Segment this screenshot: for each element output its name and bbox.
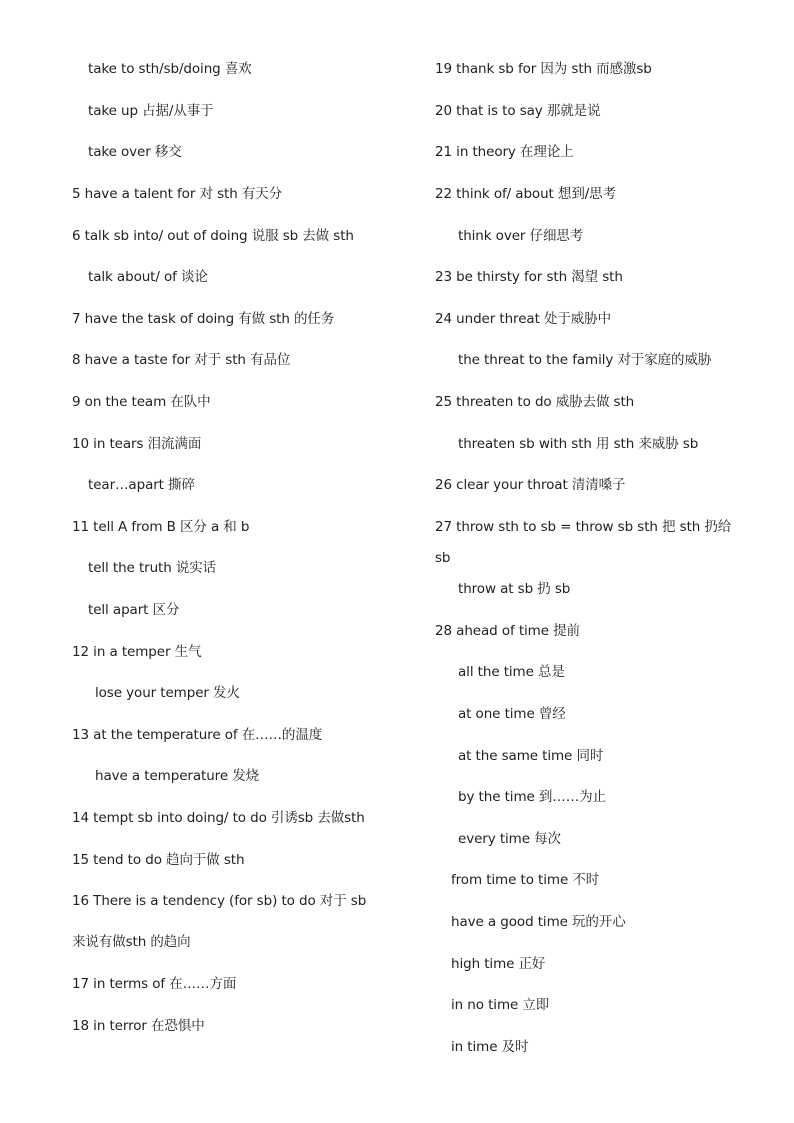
entry-line: every time 每次 bbox=[458, 831, 561, 847]
entry-line: 5 have a talent for 对 sth 有天分 bbox=[72, 186, 283, 202]
entry-line: 14 tempt sb into doing/ to do 引诱sb 去做sth bbox=[72, 810, 365, 826]
entry-line: 24 under threat 处于威胁中 bbox=[435, 311, 611, 327]
entry-line: at the same time 同时 bbox=[458, 748, 604, 764]
entry-line: 22 think of/ about 想到/思考 bbox=[435, 186, 616, 202]
entry-line: in no time 立即 bbox=[451, 997, 550, 1013]
entry-line: 10 in tears 泪流满面 bbox=[72, 436, 202, 452]
entry-line: 17 in terms of 在……方面 bbox=[72, 976, 237, 992]
entry-line: 9 on the team 在队中 bbox=[72, 394, 211, 410]
entry-line: 26 clear your throat 清清嗓子 bbox=[435, 477, 626, 493]
entry-line: 8 have a taste for 对于 sth 有品位 bbox=[72, 352, 291, 368]
entry-line: have a good time 玩的开心 bbox=[451, 914, 626, 930]
entry-line: 11 tell A from B 区分 a 和 b bbox=[72, 519, 250, 535]
entry-line: take over 移交 bbox=[88, 144, 182, 160]
entry-line: lose your temper 发火 bbox=[95, 685, 240, 701]
entry-line: the threat to the family 对于家庭的威胁 bbox=[458, 352, 712, 368]
entry-line: 23 be thirsty for sth 渴望 sth bbox=[435, 269, 623, 285]
entry-line: 18 in terror 在恐惧中 bbox=[72, 1018, 205, 1034]
entry-line: 12 in a temper 生气 bbox=[72, 644, 202, 660]
entry-line: at one time 曾经 bbox=[458, 706, 566, 722]
entry-line: 来说有做sth 的趋向 bbox=[72, 934, 191, 950]
entry-line: think over 仔细思考 bbox=[458, 228, 584, 244]
entry-line: 6 talk sb into/ out of doing 说服 sb 去做 sth bbox=[72, 228, 354, 244]
entry-line: high time 正好 bbox=[451, 956, 546, 972]
entry-line: 15 tend to do 趋向于做 sth bbox=[72, 852, 245, 868]
entry-line: in time 及时 bbox=[451, 1039, 529, 1055]
entry-line: threaten sb with sth 用 sth 来威胁 sb bbox=[458, 436, 699, 452]
entry-line: tell the truth 说实话 bbox=[88, 560, 217, 576]
entry-line: by the time 到……为止 bbox=[458, 789, 606, 805]
entry-line: sb bbox=[435, 550, 451, 566]
entry-line: 21 in theory 在理论上 bbox=[435, 144, 574, 160]
entry-line: 28 ahead of time 提前 bbox=[435, 623, 580, 639]
entry-line: throw at sb 扔 sb bbox=[458, 581, 571, 597]
entry-line: 27 throw sth to sb = throw sb sth 把 sth 扔给 bbox=[435, 519, 732, 535]
entry-line: talk about/ of 谈论 bbox=[88, 269, 208, 285]
entry-line: tear…apart 撕碎 bbox=[88, 477, 195, 493]
entry-line: from time to time 不时 bbox=[451, 872, 600, 888]
entry-line: 13 at the temperature of 在……的温度 bbox=[72, 727, 323, 743]
entry-line: 16 There is a tendency (for sb) to do 对于 sb bbox=[72, 893, 367, 909]
entry-line: have a temperature 发烧 bbox=[95, 768, 260, 784]
entry-line: 7 have the task of doing 有做 sth 的任务 bbox=[72, 311, 335, 327]
entry-line: 19 thank sb for 因为 sth 而感激sb bbox=[435, 61, 652, 77]
entry-line: 20 that is to say 那就是说 bbox=[435, 103, 601, 119]
entry-line: all the time 总是 bbox=[458, 664, 565, 680]
entry-line: take to sth/sb/doing 喜欢 bbox=[88, 61, 252, 77]
entry-line: take up 占据/从事于 bbox=[88, 103, 214, 119]
entry-line: 25 threaten to do 威胁去做 sth bbox=[435, 394, 635, 410]
entry-line: tell apart 区分 bbox=[88, 602, 180, 618]
